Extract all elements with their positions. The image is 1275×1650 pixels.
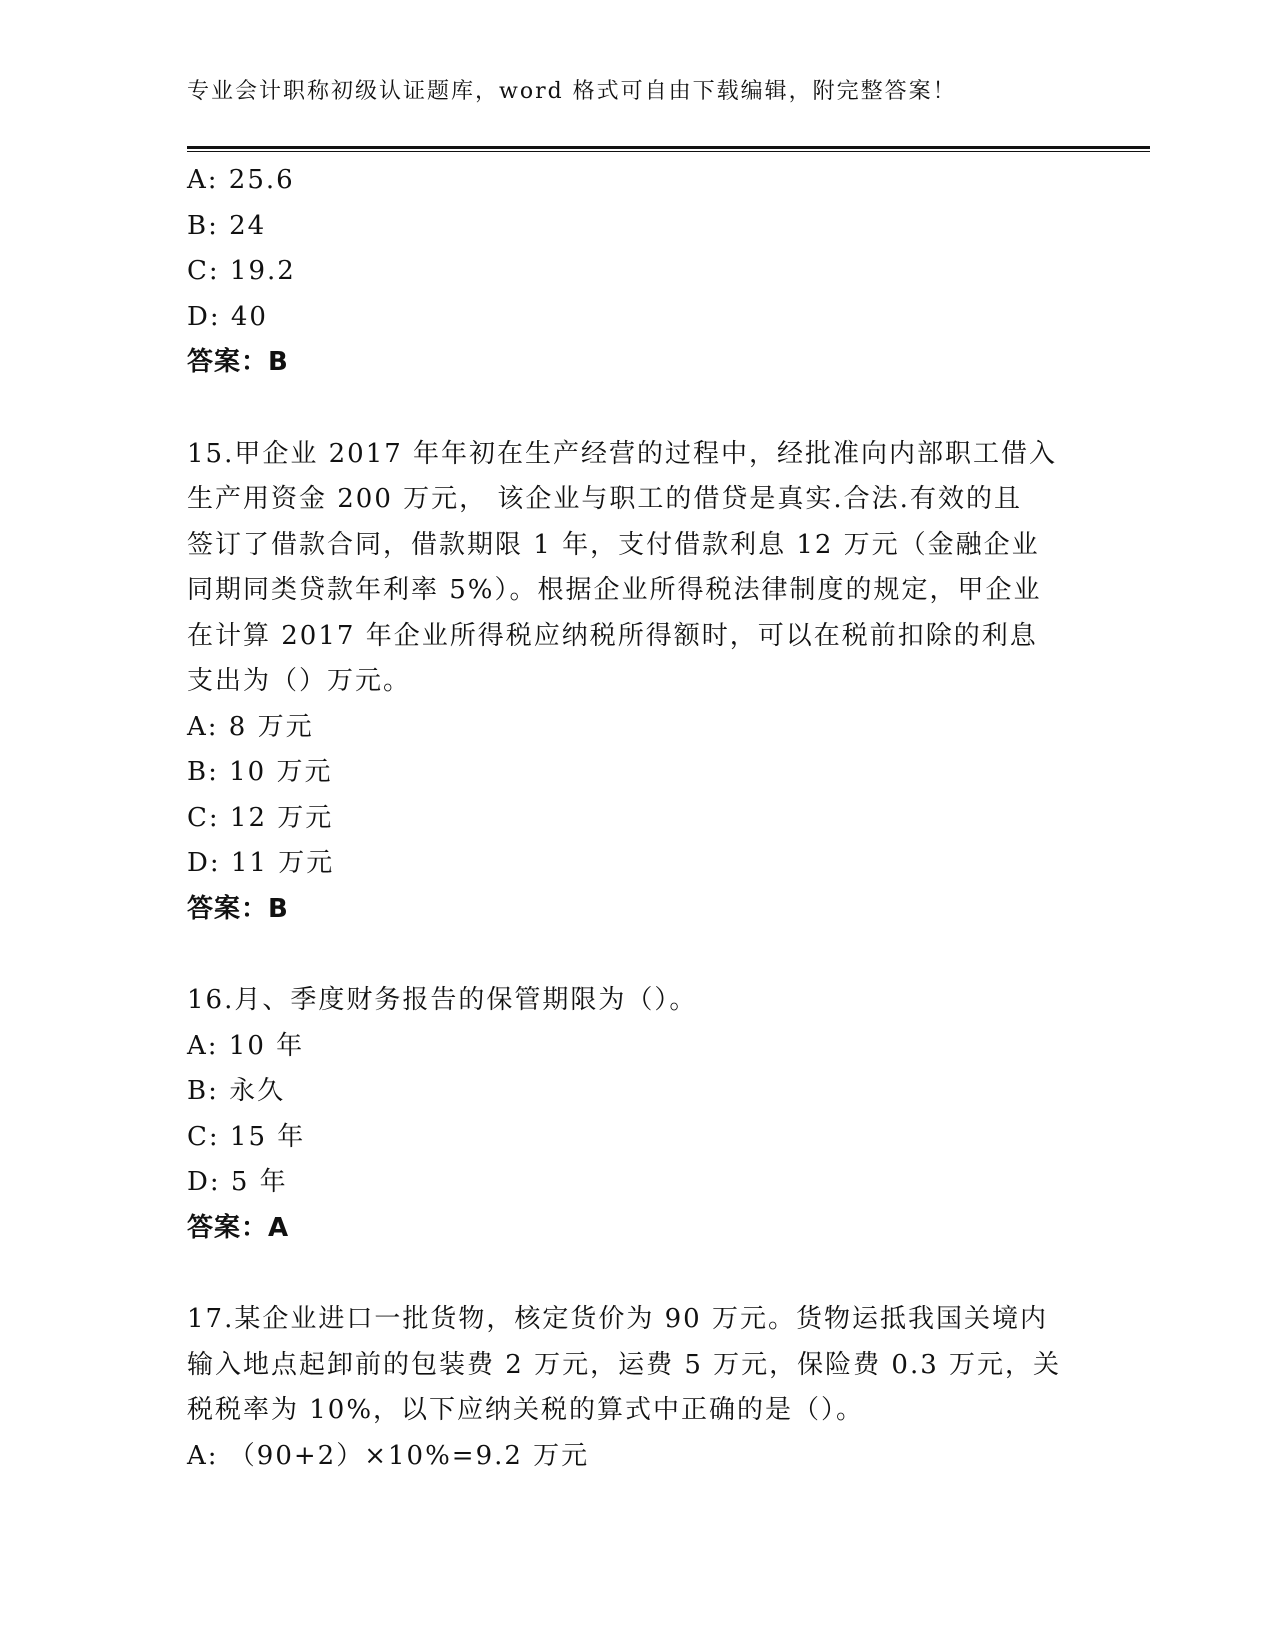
spacer — [187, 932, 1087, 978]
option-a: A: 25.6 — [187, 165, 295, 195]
option-d: D: 5 年 — [187, 1167, 288, 1197]
question-content — [187, 158, 1087, 1479]
option-b: B: 10 万元 — [187, 757, 333, 787]
option-d: D: 40 — [187, 301, 268, 332]
question-14-options — [187, 158, 1087, 386]
option-b: B: 24 — [187, 210, 267, 241]
answer-line: 答案：B — [187, 347, 289, 377]
question-text-line: 同期同类贷款年利率 5%）。根据企业所得税法律制度的规定，甲企业 — [187, 575, 1042, 605]
option-c: C: 19.2 — [187, 256, 296, 286]
question-17 — [187, 1297, 1087, 1479]
question-text-line: 在计算 2017 年企业所得税应纳税所得额时，可以在税前扣除的利息 — [187, 620, 1038, 651]
question-text-line: 税税率为 10%，以下应纳关税的算式中正确的是（）。 — [187, 1395, 865, 1425]
question-text-line: 15.甲企业 2017 年年初在生产经营的过程中，经批准向内部职工借入 — [187, 438, 1058, 469]
question-16 — [187, 978, 1087, 1251]
question-15 — [187, 432, 1087, 933]
option-a: A: 8 万元 — [187, 711, 314, 742]
option-a: A: 10 年 — [187, 1030, 305, 1061]
option-d: D: 11 万元 — [187, 848, 335, 878]
question-text-line: 输入地点起卸前的包装费 2 万元，运费 5 万元，保险费 0.3 万元，关 — [187, 1349, 1062, 1380]
option-c: C: 15 年 — [187, 1121, 306, 1152]
question-text-line: 16.月、季度财务报告的保管期限为（）。 — [187, 985, 698, 1015]
spacer — [187, 386, 1087, 432]
option-b: B: 永久 — [187, 1076, 286, 1106]
answer-line: 答案：A — [187, 1212, 290, 1243]
page-header-title: 专业会计职称初级认证题库，word 格式可自由下载编辑，附完整答案！ — [187, 79, 957, 104]
question-text-line: 生产用资金 200 万元， 该企业与职工的借贷是真实.合法.有效的且 — [187, 484, 1022, 514]
question-text-line: 支出为（）万元。 — [187, 666, 412, 696]
option-a: A: （90+2）×10%=9.2 万元 — [187, 1440, 590, 1471]
question-text-line: 签订了借款合同，借款期限 1 年，支付借款利息 12 万元（金融企业 — [187, 529, 1040, 560]
question-text-line: 17.某企业进口一批货物，核定货价为 90 万元。货物运抵我国关境内 — [187, 1304, 1048, 1334]
answer-line: 答案：B — [187, 893, 289, 924]
spacer — [187, 1251, 1087, 1297]
option-c: C: 12 万元 — [187, 802, 334, 833]
header-divider — [187, 146, 1150, 149]
